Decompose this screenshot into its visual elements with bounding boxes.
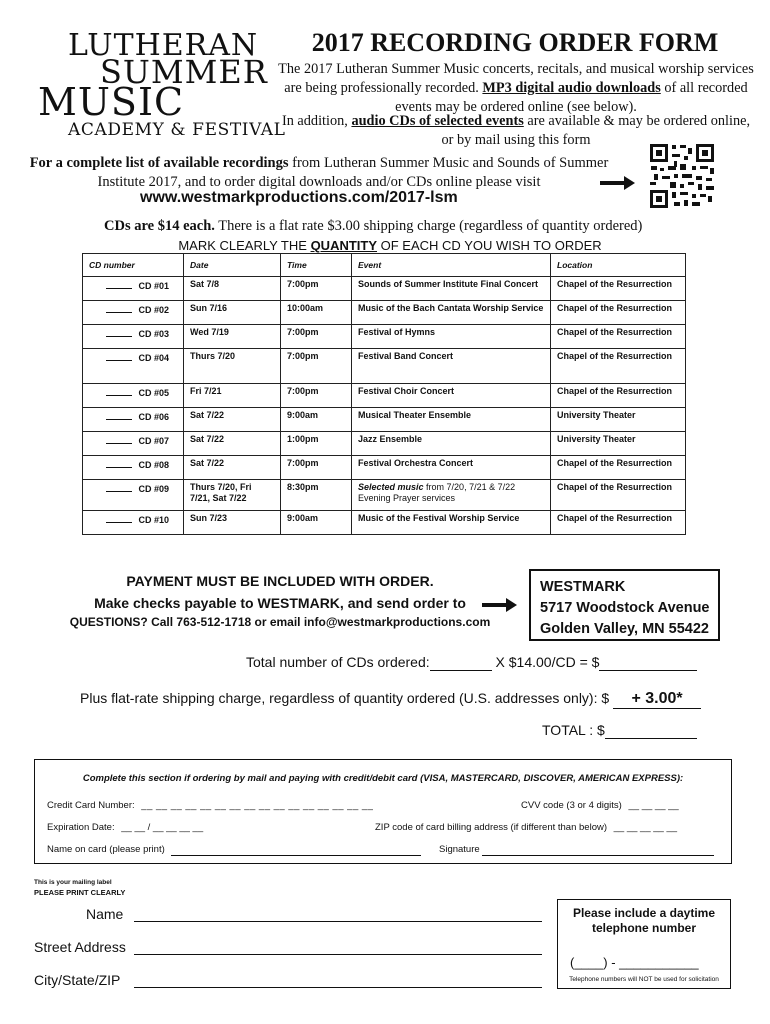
cd-number: CD #10 [138,515,169,525]
table-row [83,349,686,384]
expiration-label: Expiration Date: [47,822,115,833]
telephone-input[interactable]: (____) - ___________ [570,955,699,970]
name-input[interactable] [134,920,542,922]
table-row [83,325,686,349]
location-cell: Chapel of the Resurrection [551,384,686,408]
cd-number: CD #07 [138,436,169,446]
event-name: Music of the Bach Cantata Worship Service [358,303,544,313]
date-cell: Sat 7/22 [184,456,281,480]
signature-field[interactable] [439,844,714,856]
cd-number: CD #09 [138,484,169,494]
cd-number: CD #04 [138,353,169,363]
mp3-downloads-link: MP3 digital audio downloads [482,80,661,96]
card-number-blanks[interactable]: __ __ __ __ __ __ __ __ __ __ __ __ __ __ __ __ [141,800,374,811]
cd-number: CD #08 [138,460,169,470]
column-header: Location [551,254,686,277]
cd-number: CD #03 [138,329,169,339]
date-cell: Fri 7/21 [184,384,281,408]
card-number-field[interactable] [47,800,373,811]
print-clearly-note: PLEASE PRINT CLEARLY [34,888,126,897]
event-cell [352,480,551,511]
name-label: Name [86,906,124,922]
cd-number-cell[interactable] [83,277,184,301]
time-cell: 9:00am [281,511,352,535]
event-cell [352,301,551,325]
intro-text: The 2017 Lutheran Summer Music concerts, recitals, and musical worship services are being professionally recorded. [278,61,754,96]
cvv-blanks[interactable]: __ __ __ __ [628,800,679,811]
location-cell: Chapel of the Resurrection [551,301,686,325]
table-row [83,456,686,480]
mark-line-text: MARK CLEARLY THE [178,238,307,253]
card-number-label: Credit Card Number: [47,800,135,811]
list-line-bold: For a complete list of available recordings [29,155,289,171]
city-state-zip-input[interactable] [134,986,542,988]
event-name: Sounds of Summer Institute Final Concert [358,279,539,289]
payment-required-text: PAYMENT MUST BE INCLUDED WITH ORDER. [126,573,434,589]
mark-quantity-instruction [120,238,660,253]
event-name: Festival Band Concert [358,351,454,361]
cd-number: CD #05 [138,388,169,398]
location-cell: Chapel of the Resurrection [551,325,686,349]
shipping-value: + 3.00* [613,690,701,709]
quantity-field[interactable] [106,410,132,420]
street-address-label: Street Address [34,939,126,955]
table-row [83,384,686,408]
mark-line-text: OF EACH CD YOU WISH TO ORDER [380,238,602,253]
logo-line-academy: ACADEMY & FESTIVAL [68,120,286,140]
column-header: Date [184,254,281,277]
expiration-field[interactable] [47,822,203,833]
cvv-field[interactable] [521,800,679,811]
mailing-label-note: This is your mailing label [34,879,112,886]
telephone-title: Please include a daytime telephone number [572,906,716,935]
date-cell: Wed 7/19 [184,325,281,349]
time-cell: 9:00am [281,408,352,432]
price-line [104,218,642,235]
time-cell: 7:00pm [281,277,352,301]
event-name: Musical Theater Ensemble [358,410,472,420]
credit-card-section [34,759,732,864]
audio-cds-link: audio CDs of selected events [351,113,524,129]
checks-payable-text: Make checks payable to WESTMARK, and send order to [94,595,466,611]
total-cds-line [246,654,697,671]
cds-subtotal-field[interactable] [599,654,697,671]
event-name: Festival of Hymns [358,327,436,337]
cd-number-cell[interactable] [83,432,184,456]
location-cell: Chapel of the Resurrection [551,349,686,384]
event-cell [352,349,551,384]
city-state-zip-label: City/State/ZIP [34,972,121,988]
recordings-list-text [18,154,620,192]
date-cell: Thurs 7/20, Fri 7/21, Sat 7/22 [184,480,281,511]
date-cell: Sun 7/23 [184,511,281,535]
mark-line-quantity: QUANTITY [310,238,378,253]
event-cell [352,384,551,408]
date-cell: Thurs 7/20 [184,349,281,384]
location-cell: University Theater [551,432,686,456]
cd-number-cell[interactable] [83,408,184,432]
cd-number: CD #02 [138,305,169,315]
table-row [83,277,686,301]
cd-number-cell[interactable] [83,511,184,535]
logo-line-lutheran: LUTHERAN [68,28,259,63]
event-cell [352,325,551,349]
price-line-bold: CDs are $14 each. [104,218,215,234]
cd-number-cell[interactable] [83,456,184,480]
event-name: Jazz Ensemble [358,434,423,444]
total-line [542,722,697,739]
date-cell: Sun 7/16 [184,301,281,325]
quantity-field[interactable] [106,482,132,492]
right-arrow-icon [600,175,636,191]
total-cds-label: Total number of CDs ordered: [246,654,430,670]
cd-number-cell[interactable] [83,480,184,511]
street-address-input[interactable] [134,953,542,955]
cd-number-cell[interactable] [83,349,184,384]
signature-label: Signature [439,844,480,855]
shipping-label: Plus flat-rate shipping charge, regardless of quantity ordered (U.S. addresses only): $ [80,690,610,706]
event-cell [352,408,551,432]
date-cell: Sat 7/8 [184,277,281,301]
quantity-field[interactable] [106,303,132,313]
location-cell: Chapel of the Resurrection [551,277,686,301]
cd-number-cell[interactable] [83,301,184,325]
date-cell: Sat 7/22 [184,408,281,432]
price-per-cd-label: X $14.00/CD = $ [495,654,600,670]
logo-line-summer: SUMMER [100,53,268,91]
event-cell [352,456,551,480]
intro-paragraph-1 [276,60,756,117]
event-cell [352,432,551,456]
event-name: Music of the Festival Worship Service [358,513,520,523]
table-row [83,432,686,456]
date-cell: Sat 7/22 [184,432,281,456]
time-cell: 1:00pm [281,432,352,456]
location-cell: Chapel of the Resurrection [551,456,686,480]
shipping-line [80,690,701,709]
total-label: TOTAL : $ [542,722,605,738]
cd-number: CD #01 [138,281,169,291]
location-cell: University Theater [551,408,686,432]
intro-text: In addition, [281,113,348,129]
cd-number: CD #06 [138,412,169,422]
time-cell: 7:00pm [281,456,352,480]
price-line-rest: There is a flat rate $3.00 shipping charge (regardless of quantity ordered) [218,218,643,234]
credit-card-heading: Complete this section if ordering by mail and paying with credit/debit card (VISA, MASTERCARD, DISCOVER, AMERICAN EXPRESS): [82,773,684,784]
address-line-2: 5717 Woodstock Avenue [540,600,710,616]
telephone-note: Telephone numbers will NOT be used for solicitation [569,976,719,983]
table-row [83,480,686,511]
qr-code-icon[interactable] [648,142,716,210]
time-cell: 10:00am [281,301,352,325]
list-line-rest: from Lutheran Summer Music and Sounds of Summer Institute 2017, and to order digital downloads and/or CDs online please visit [97,155,609,190]
address-line-1: WESTMARK [540,579,626,595]
location-cell: Chapel of the Resurrection [551,511,686,535]
page-title: 2017 RECORDING ORDER FORM [311,28,719,57]
event-name: Festival Choir Concert [358,386,455,396]
logo-line-music: MUSIC [38,80,185,124]
mailing-address-box [529,569,720,641]
address-line-3: Golden Valley, MN 55422 [540,621,709,637]
quantity-field[interactable] [106,351,132,361]
total-cds-field[interactable] [430,654,492,671]
questions-contact-text: QUESTIONS? Call 763-512-1718 or email info@westmarkproductions.com [69,615,491,629]
event-cell [352,277,551,301]
time-cell: 8:30pm [281,480,352,511]
location-cell: Chapel of the Resurrection [551,480,686,511]
billing-zip-field[interactable] [375,822,677,833]
quantity-field[interactable] [106,386,132,396]
cd-number-cell[interactable] [83,384,184,408]
table-row [83,301,686,325]
total-field[interactable] [605,722,697,739]
name-on-card-field[interactable] [47,844,421,856]
website-url[interactable]: www.westmarkproductions.com/2017-lsm [140,189,458,206]
table-row [83,511,686,535]
time-cell: 7:00pm [281,325,352,349]
column-header: Time [281,254,352,277]
telephone-box [557,899,731,989]
signature-input[interactable] [482,844,714,856]
name-on-card-label: Name on card (please print) [47,844,165,855]
quantity-field[interactable] [106,458,132,468]
column-header: CD number [83,254,184,277]
intro-text: are available & may be ordered online, or by mail using this form [441,113,751,148]
event-name: Festival Orchestra Concert [358,458,474,468]
cvv-label: CVV code (3 or 4 digits) [521,800,622,811]
time-cell: 7:00pm [281,349,352,384]
event-name: Selected music [358,482,424,492]
time-cell: 7:00pm [281,384,352,408]
billing-zip-label: ZIP code of card billing address (if different than below) [375,822,607,833]
intro-text: of all recorded events may be ordered online (see below). [395,80,748,115]
billing-zip-blanks[interactable]: __ __ __ __ __ [613,822,678,833]
cd-number-cell[interactable] [83,325,184,349]
quantity-field[interactable] [106,434,132,444]
event-cell [352,511,551,535]
table-header-row [83,254,686,277]
quantity-field[interactable] [106,327,132,337]
quantity-field[interactable] [106,513,132,523]
event-note: from 7/20, 7/21 & 7/22 Evening Prayer services [358,482,516,503]
expiration-blanks[interactable]: __ __ / __ __ __ __ [121,822,204,833]
quantity-field[interactable] [106,279,132,289]
column-header: Event [352,254,551,277]
cd-order-table [82,253,686,535]
table-row [83,408,686,432]
name-on-card-input[interactable] [171,844,421,856]
right-arrow-icon [482,597,518,613]
